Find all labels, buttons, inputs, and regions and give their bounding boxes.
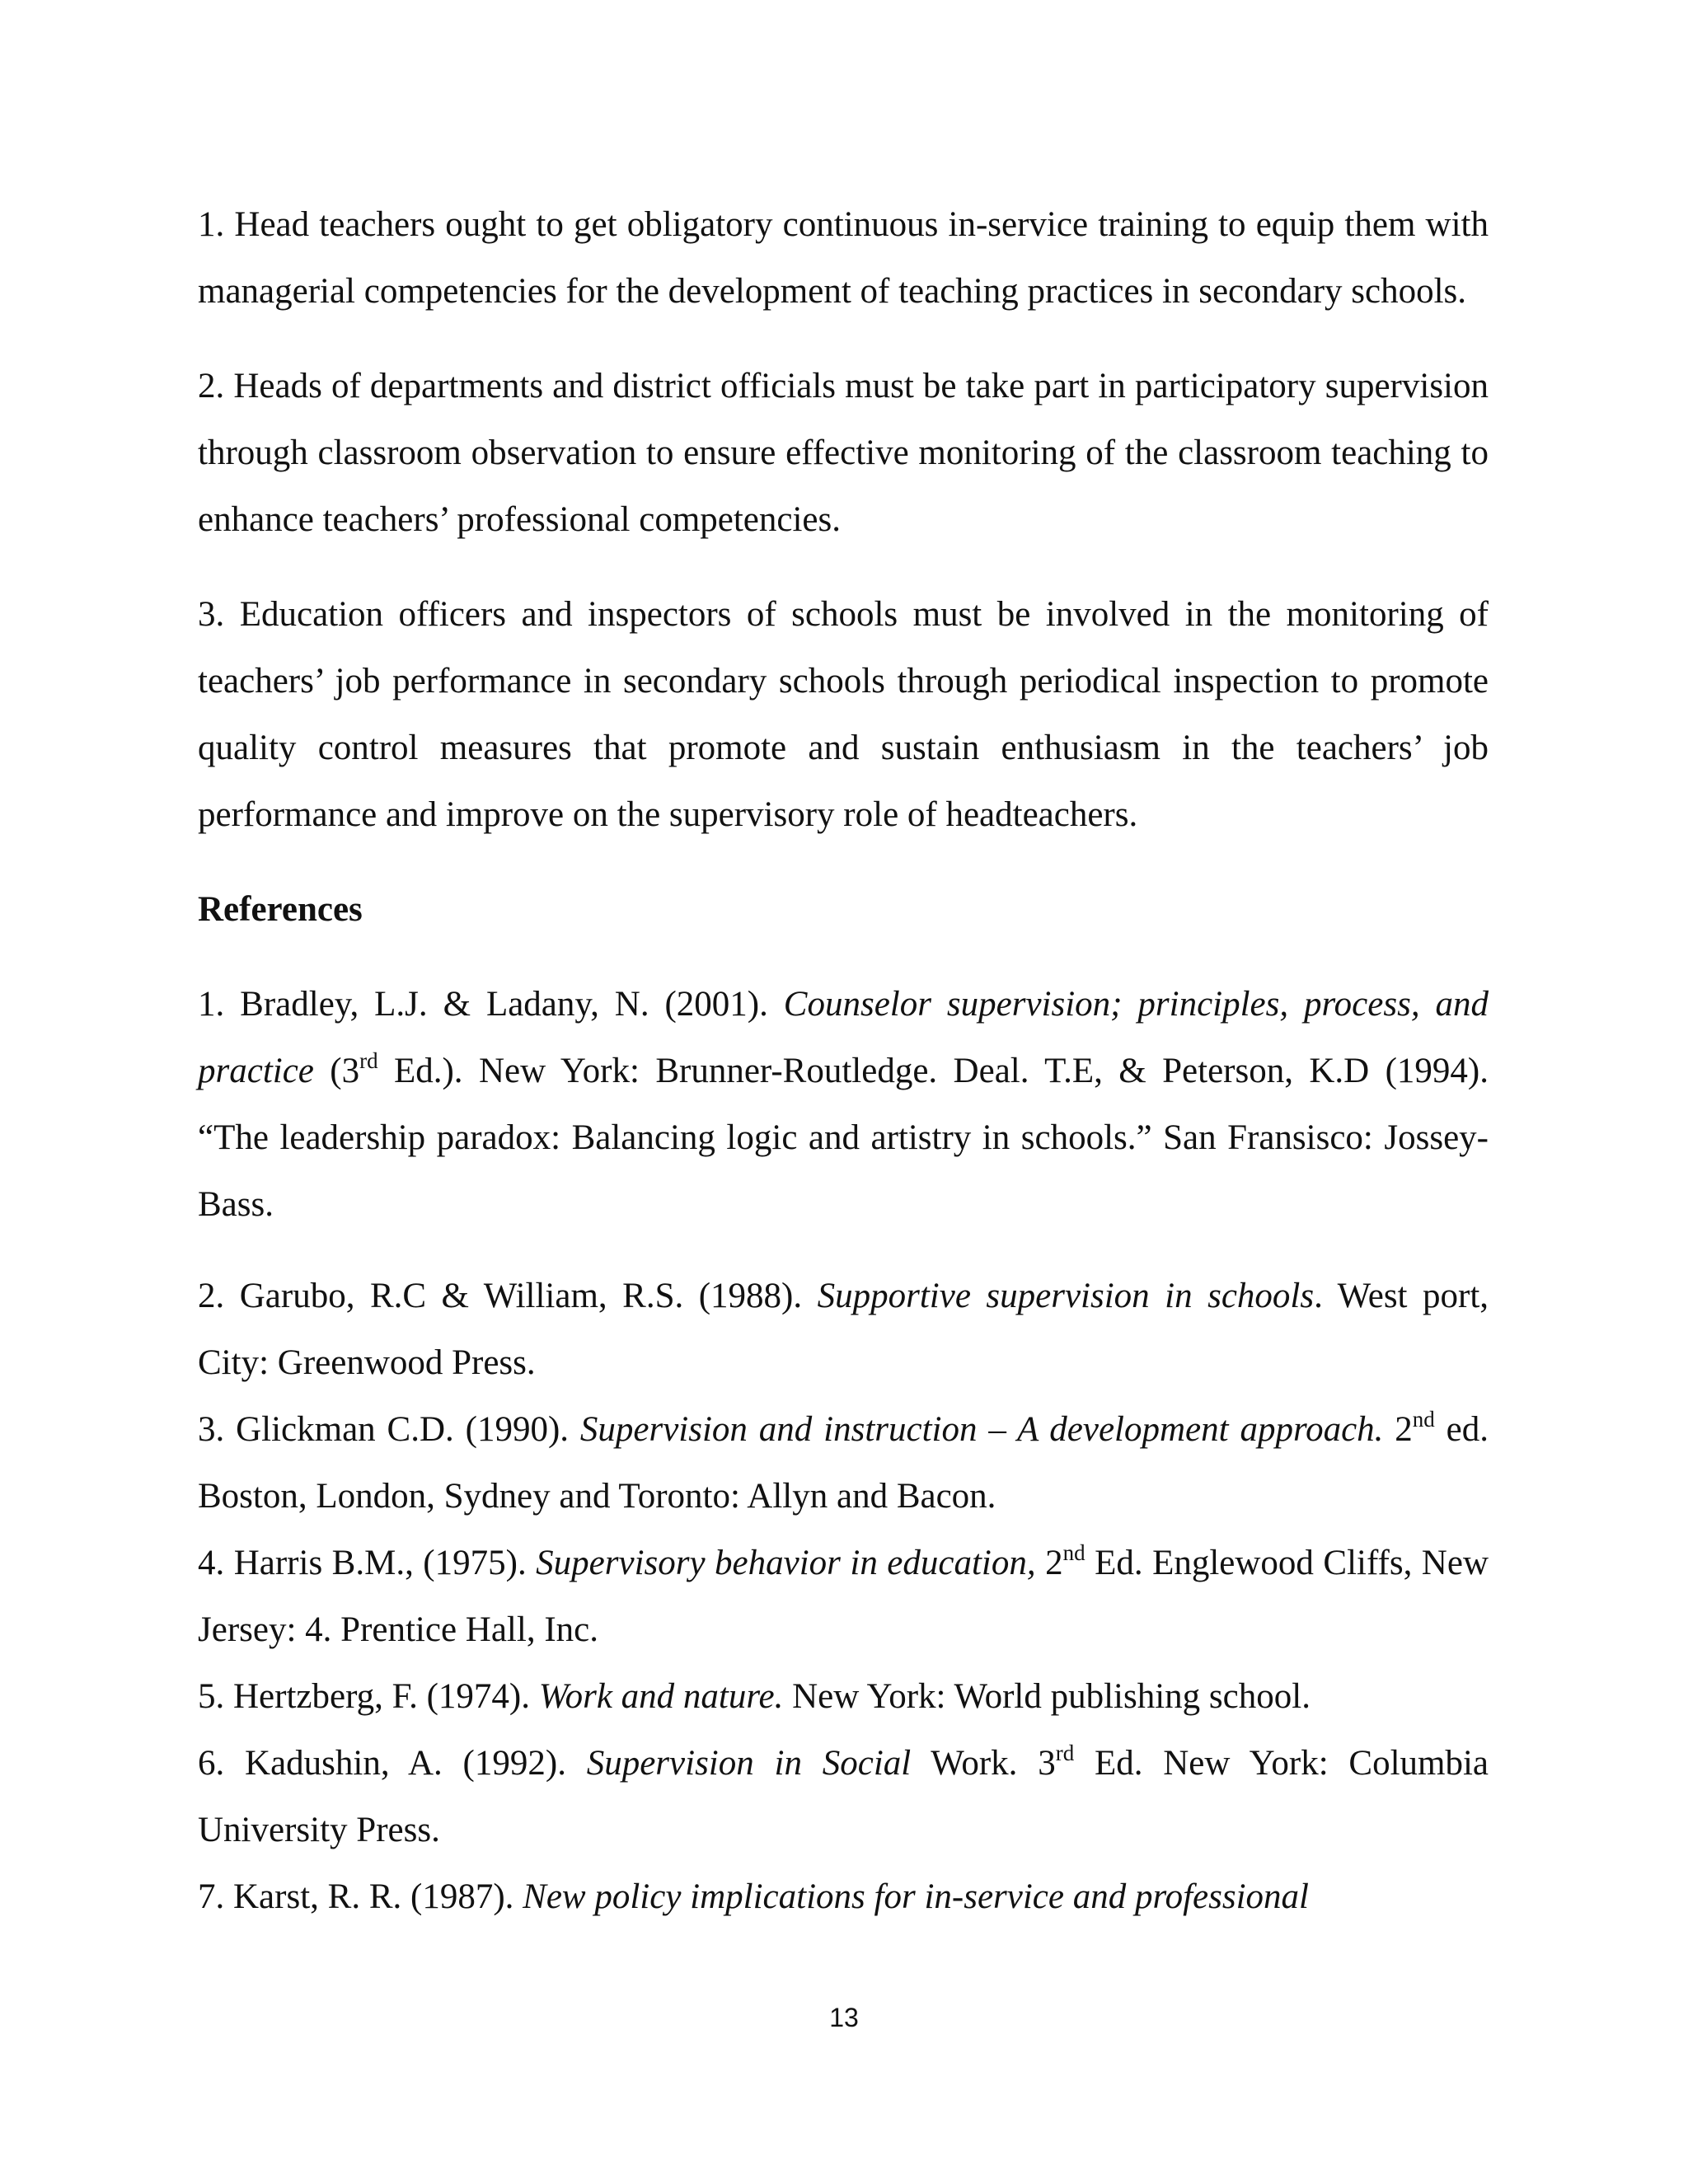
reference-item: [198, 971, 1489, 1238]
reference-text: . West port, City: Greenwood Press.: [198, 1277, 1489, 1382]
reference-authors: 5. Hertzberg, F. (1974).: [198, 1677, 539, 1716]
reference-title: Supervision in Social: [586, 1744, 912, 1783]
reference-title: Supportive supervision in schools: [817, 1277, 1315, 1315]
ordinal-suffix: nd: [1412, 1406, 1435, 1432]
reference-authors: 3. Glickman C.D. (1990).: [198, 1410, 580, 1449]
reference-item: [198, 1530, 1489, 1663]
ordinal-suffix: rd: [1055, 1740, 1075, 1765]
reference-title: Supervision and instruction – A development approach.: [579, 1410, 1384, 1449]
document-page: [198, 191, 1489, 1930]
reference-title: Counselor supervision; principles, process, and practice: [198, 985, 1489, 1090]
recommendation-paragraph: 2. Heads of departments and district officials must be take part in participatory supervision through classroom observation to ensure effective monitoring of the classroom teaching to enhance teachers’ professional competencies.: [198, 367, 1489, 539]
reference-item: [198, 1863, 1489, 1930]
reference-text: ed. Boston, London, Sydney and Toronto: Allyn and Bacon.: [198, 1410, 1489, 1516]
reference-authors: 4. Harris B.M., (1975).: [198, 1544, 537, 1582]
reference-authors: 7. Karst, R. R. (1987).: [198, 1877, 523, 1916]
reference-item: [198, 1396, 1489, 1530]
ordinal-suffix: nd: [1062, 1540, 1085, 1565]
reference-text: Ed. New York: Columbia University Press.: [198, 1744, 1489, 1849]
references-heading: References: [198, 890, 363, 929]
recommendation-paragraph: 3. Education officers and inspectors of schools must be involved in the monitoring of teachers’ job performance in secondary schools through periodical inspection to promote quality control measures that promote and sustain enthusiasm in the teachers’ job performance and improve on the supervisory role of headteachers.: [198, 595, 1489, 834]
reference-authors: 1. Bradley, L.J. & Ladany, N. (2001).: [198, 985, 784, 1024]
reference-item: [198, 1663, 1489, 1730]
reference-title: Supervisory behavior in education,: [536, 1544, 1036, 1582]
reference-title: New policy implications for in-service and professional: [523, 1877, 1309, 1916]
reference-text: New York: World publishing school.: [783, 1677, 1311, 1716]
ordinal-suffix: rd: [359, 1047, 378, 1073]
reference-item: [198, 1263, 1489, 1396]
reference-text: 2: [1035, 1544, 1063, 1582]
reference-text: 2: [1383, 1410, 1413, 1449]
recommendation-paragraph: 1. Head teachers ought to get obligatory continuous in-service training to equip them with managerial competencies for the development of teaching practices in secondary schools.: [198, 205, 1489, 311]
reference-text: (3: [313, 1052, 360, 1090]
reference-authors: 2. Garubo, R.C & William, R.S. (1988).: [198, 1277, 818, 1315]
reference-item: [198, 1730, 1489, 1863]
reference-authors: 6. Kadushin, A. (1992).: [198, 1744, 587, 1783]
reference-text: Ed.). New York: Brunner-Routledge. Deal. T.E, & Peterson, K.D (1994). “The leadership paradox: Balancing logic and artistry in schools.” San Fransisco: Jossey-Bass.: [198, 1052, 1489, 1224]
reference-text: Ed. Englewood Cliffs, New Jersey: 4. Prentice Hall, Inc.: [198, 1544, 1489, 1649]
page-number: 13: [829, 2003, 859, 2032]
reference-text: Work. 3: [911, 1744, 1056, 1783]
reference-title: Work and nature.: [538, 1677, 784, 1716]
